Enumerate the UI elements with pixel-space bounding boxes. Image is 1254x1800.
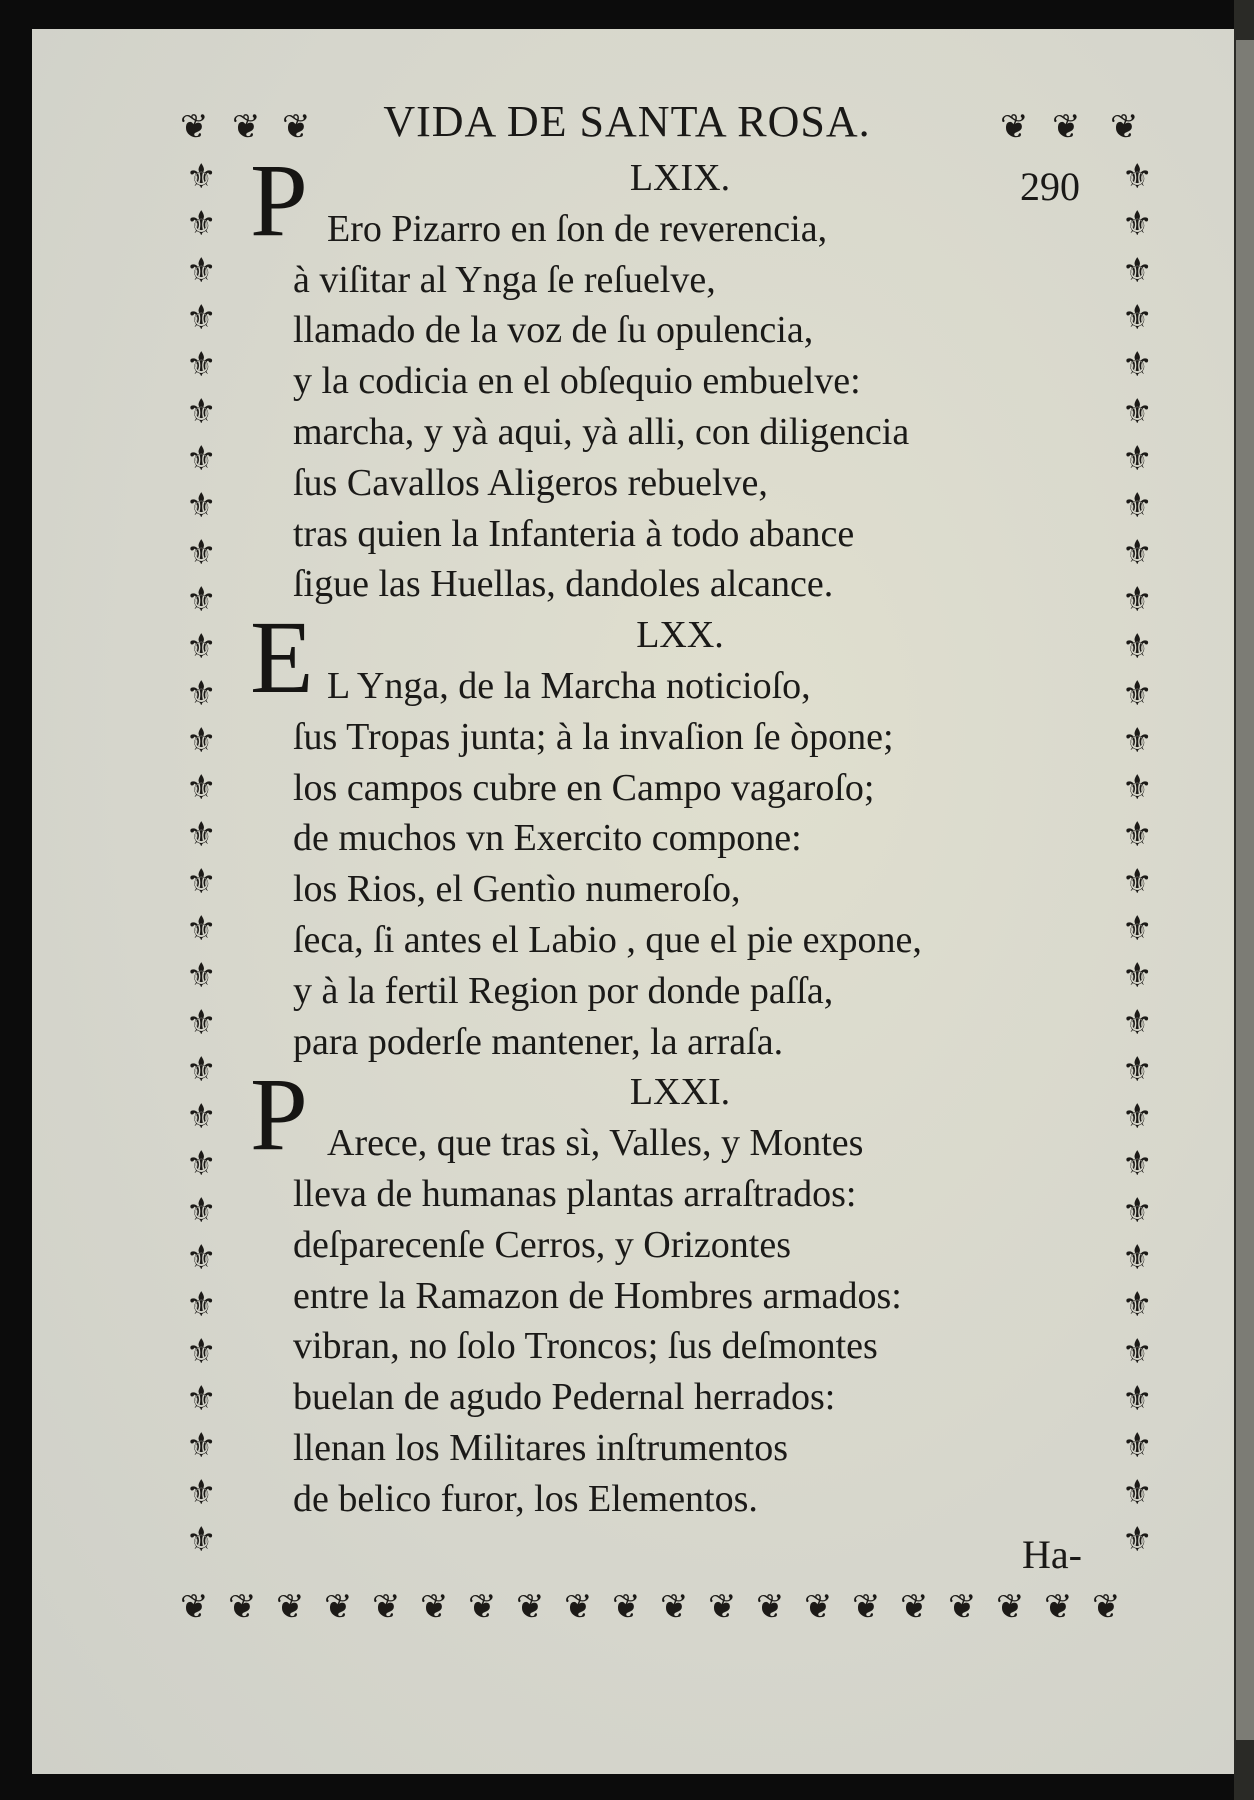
verse-line: de belico furor, los Elementos. bbox=[293, 1477, 758, 1520]
fleuron-ornament-icon: ⚜ bbox=[1122, 439, 1153, 479]
verse-line: llenan los Militares inſtrumentos bbox=[293, 1426, 788, 1469]
drop-cap: E bbox=[250, 600, 314, 716]
catchword: Ha- bbox=[1022, 1532, 1082, 1577]
fleuron-ornament-icon: ⚜ bbox=[186, 580, 217, 620]
fleuron-ornament-icon: ⚜ bbox=[1122, 1003, 1153, 1043]
stanza-number: LXXI. bbox=[629, 1071, 731, 1114]
fleuron-ornament-icon: ⚜ bbox=[186, 862, 217, 902]
fleuron-ornament-icon: ❦ bbox=[1000, 107, 1029, 147]
fleuron-ornament-icon: ⚜ bbox=[1122, 1285, 1153, 1325]
fleuron-ornament-icon: ❦ bbox=[468, 1587, 497, 1627]
fleuron-ornament-icon: ❦ bbox=[660, 1587, 689, 1627]
verse-line: lleva de humanas plantas arraſtrados: bbox=[293, 1172, 857, 1215]
fleuron-ornament-icon: ⚜ bbox=[186, 1473, 217, 1513]
fleuron-ornament-icon: ⚜ bbox=[186, 157, 217, 197]
fleuron-ornament-icon: ⚜ bbox=[1122, 345, 1153, 385]
stanza bbox=[250, 600, 1030, 1067]
fleuron-ornament-icon: ⚜ bbox=[1122, 956, 1153, 996]
fleuron-ornament-icon: ❦ bbox=[516, 1587, 545, 1627]
page-number: 290 bbox=[1020, 164, 1080, 209]
verse-line: marcha, y yà aqui, yà alli, con diligencia bbox=[293, 410, 910, 453]
verse-line: de muchos vn Exercito compone: bbox=[293, 817, 802, 860]
fleuron-ornament-icon: ⚜ bbox=[1122, 1332, 1153, 1372]
verse-line: buelan de agudo Pedernal herrados: bbox=[293, 1376, 836, 1419]
verse-line: llamado de la voz de ſu opulencia, bbox=[293, 309, 814, 352]
verse-line: entre la Ramazon de Hombres armados: bbox=[293, 1274, 902, 1317]
verse-line: ſus Tropas junta; à la invaſion ſe òpone; bbox=[293, 715, 894, 758]
running-title: VIDA DE SANTA ROSA. bbox=[383, 97, 871, 146]
fleuron-ornament-icon: ⚜ bbox=[1122, 674, 1153, 714]
verse-line: à viſitar al Ynga ſe reſuelve, bbox=[293, 258, 716, 301]
fleuron-ornament-icon: ⚜ bbox=[186, 298, 217, 338]
drop-cap: P bbox=[250, 143, 308, 258]
fleuron-ornament-icon: ⚜ bbox=[1122, 392, 1153, 432]
fleuron-ornament-icon: ⚜ bbox=[186, 815, 217, 855]
fleuron-ornament-icon: ⚜ bbox=[186, 1050, 217, 1090]
fleuron-ornament-icon: ⚜ bbox=[1122, 533, 1153, 573]
fleuron-ornament-icon: ⚜ bbox=[186, 674, 217, 714]
fleuron-ornament-icon: ⚜ bbox=[186, 721, 217, 761]
poem-text bbox=[250, 143, 1030, 1525]
fleuron-ornament-icon: ⚜ bbox=[186, 1332, 217, 1372]
fleuron-ornament-icon: ❦ bbox=[1092, 1587, 1121, 1627]
fleuron-ornament-icon: ❦ bbox=[324, 1587, 353, 1627]
fleuron-ornament-icon: ⚜ bbox=[186, 1520, 217, 1560]
verse-line: Ero Pizarro en ſon de reverencia, bbox=[327, 207, 828, 250]
verse-line: los Rios, el Gentìo numeroſo, bbox=[293, 868, 741, 911]
fleuron-ornament-icon: ⚜ bbox=[1122, 486, 1153, 526]
fleuron-ornament-icon: ❦ bbox=[948, 1587, 977, 1627]
verse-line: deſparecenſe Cerros, y Orizontes bbox=[293, 1223, 792, 1266]
verse-line: ſigue las Huellas, dandoles alcance. bbox=[293, 563, 834, 606]
drop-cap: P bbox=[250, 1057, 308, 1173]
fleuron-ornament-icon: ⚜ bbox=[1122, 157, 1153, 197]
fleuron-ornament-icon: ⚜ bbox=[1122, 1520, 1153, 1560]
fleuron-ornament-icon: ⚜ bbox=[186, 345, 217, 385]
fleuron-ornament-icon: ⚜ bbox=[1122, 1050, 1153, 1090]
stanza-number: LXIX. bbox=[629, 157, 731, 199]
stanza-number: LXX. bbox=[636, 614, 724, 657]
verse-line: y la codicia en el obſequio embuelve: bbox=[293, 360, 861, 403]
fleuron-ornament-icon: ⚜ bbox=[1122, 627, 1153, 667]
verse-line: vibran, no ſolo Troncos; ſus deſmontes bbox=[293, 1325, 878, 1368]
fleuron-ornament-icon: ⚜ bbox=[186, 251, 217, 291]
fleuron-ornament-icon: ⚜ bbox=[186, 439, 217, 479]
fleuron-ornament-icon: ❦ bbox=[420, 1587, 449, 1627]
fleuron-ornament-icon: ❦ bbox=[852, 1587, 881, 1627]
stanza bbox=[250, 143, 1030, 610]
fleuron-ornament-icon: ⚜ bbox=[1122, 1144, 1153, 1184]
fleuron-ornament-icon: ❦ bbox=[564, 1587, 593, 1627]
fleuron-ornament-icon: ⚜ bbox=[186, 768, 217, 808]
fleuron-ornament-icon: ⚜ bbox=[1122, 1238, 1153, 1278]
fleuron-ornament-icon: ❦ bbox=[276, 1587, 305, 1627]
fleuron-ornament-icon: ⚜ bbox=[1122, 580, 1153, 620]
verse-line: ſeca, ſi antes el Labio , que el pie expone, bbox=[293, 918, 922, 961]
fleuron-ornament-icon: ❦ bbox=[804, 1587, 833, 1627]
fleuron-ornament-icon: ⚜ bbox=[1122, 909, 1153, 949]
stanza bbox=[250, 1057, 1030, 1524]
fleuron-ornament-icon: ⚜ bbox=[1122, 721, 1153, 761]
fleuron-ornament-icon: ⚜ bbox=[1122, 204, 1153, 244]
fleuron-ornament-icon: ⚜ bbox=[1122, 862, 1153, 902]
fleuron-ornament-icon: ❦ bbox=[708, 1587, 737, 1627]
fleuron-ornament-icon: ⚜ bbox=[186, 1379, 217, 1419]
fleuron-ornament-icon: ❦ bbox=[232, 107, 261, 147]
fleuron-ornament-icon: ⚜ bbox=[186, 1097, 217, 1137]
fleuron-ornament-icon: ❦ bbox=[372, 1587, 401, 1627]
fleuron-ornament-icon: ❦ bbox=[900, 1587, 929, 1627]
fleuron-ornament-icon: ⚜ bbox=[1122, 1426, 1153, 1466]
fleuron-ornament-icon: ❦ bbox=[1052, 107, 1081, 147]
fleuron-ornament-icon: ⚜ bbox=[186, 1003, 217, 1043]
fleuron-ornament-icon: ❦ bbox=[180, 1587, 209, 1627]
fleuron-ornament-icon: ⚜ bbox=[186, 204, 217, 244]
fleuron-ornament-icon: ⚜ bbox=[186, 909, 217, 949]
fleuron-ornament-icon: ❦ bbox=[756, 1587, 785, 1627]
fleuron-ornament-icon: ⚜ bbox=[186, 392, 217, 432]
fleuron-ornament-icon: ⚜ bbox=[1122, 768, 1153, 808]
fleuron-ornament-icon: ❦ bbox=[228, 1587, 257, 1627]
verse-line: ſus Cavallos Aligeros rebuelve, bbox=[293, 461, 768, 504]
fleuron-ornament-icon: ⚜ bbox=[1122, 815, 1153, 855]
fleuron-ornament-icon: ⚜ bbox=[186, 1238, 217, 1278]
fleuron-ornament-icon: ❦ bbox=[996, 1587, 1025, 1627]
fleuron-ornament-icon: ❦ bbox=[180, 107, 209, 147]
fleuron-ornament-icon: ⚜ bbox=[186, 1144, 217, 1184]
fleuron-ornament-icon: ⚜ bbox=[1122, 298, 1153, 338]
fleuron-ornament-icon: ⚜ bbox=[1122, 251, 1153, 291]
fleuron-ornament-icon: ⚜ bbox=[186, 956, 217, 996]
fleuron-ornament-icon: ⚜ bbox=[1122, 1097, 1153, 1137]
fleuron-ornament-icon: ⚜ bbox=[186, 627, 217, 667]
fleuron-ornament-icon: ⚜ bbox=[1122, 1379, 1153, 1419]
fleuron-ornament-icon: ❦ bbox=[1110, 107, 1139, 147]
verse-line: L Ynga, de la Marcha noticioſo, bbox=[327, 664, 811, 707]
fleuron-ornament-icon: ❦ bbox=[612, 1587, 641, 1627]
fleuron-ornament-icon: ⚜ bbox=[186, 486, 217, 526]
fleuron-ornament-icon: ⚜ bbox=[1122, 1191, 1153, 1231]
verse-line: tras quien la Infanteria à todo abance bbox=[293, 512, 855, 555]
facing-page-strip bbox=[1236, 40, 1254, 1740]
fleuron-ornament-icon: ❦ bbox=[282, 107, 311, 147]
fleuron-ornament-icon: ⚜ bbox=[186, 1191, 217, 1231]
verse-line: Arece, que tras sì, Valles, y Montes bbox=[327, 1122, 864, 1165]
fleuron-ornament-icon: ⚜ bbox=[1122, 1473, 1153, 1513]
fleuron-ornament-icon: ❦ bbox=[1044, 1587, 1073, 1627]
verse-line: para poderſe mantener, la arraſa. bbox=[293, 1020, 784, 1063]
verse-line: y à la fertil Region por donde paſſa, bbox=[293, 969, 834, 1012]
fleuron-ornament-icon: ⚜ bbox=[186, 1285, 217, 1325]
verse-line: los campos cubre en Campo vagaroſo; bbox=[293, 766, 875, 809]
fleuron-ornament-icon: ⚜ bbox=[186, 533, 217, 573]
fleuron-ornament-icon: ⚜ bbox=[186, 1426, 217, 1466]
